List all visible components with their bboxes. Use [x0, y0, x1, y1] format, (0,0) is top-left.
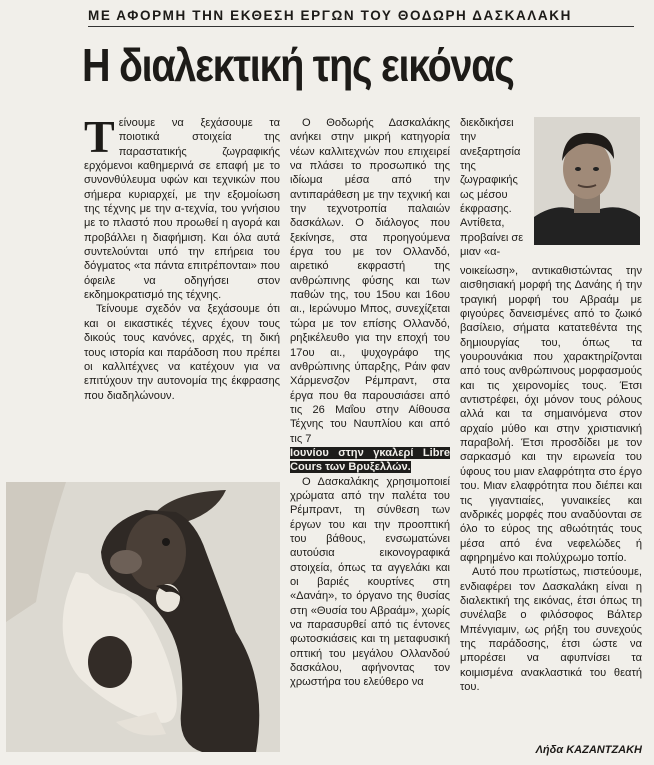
article-headline: Η διαλεκτική της εικόνας [82, 39, 514, 91]
article-kicker: ΜΕ ΑΦΟΡΜΗ ΤΗΝ ΕΚΘΕΣΗ ΕΡΓΩΝ ΤΟΥ ΘΟΔΩΡΗ ΔΑΣΚΑΛΑΚΗ [88, 6, 634, 27]
portrait-photo [534, 117, 640, 245]
article-column-3 [460, 264, 642, 693]
byline: Λήδα ΚΑΖΑΝΤΖΑΚΗ [535, 744, 642, 756]
paragraph [290, 446, 450, 475]
article-column-3-top [460, 116, 527, 264]
paragraph-text: είνουμε να ξεχάσουμε τα ποιοτικά στοιχεία της παραστατικής ζωγραφικής ερχόμενοι καθημερινά σε επαφή με το συνονθύλευμα υφών και τεχνικών που σήμερα κυριαρχεί, με την εξομοίωση της τέχνης με την α-τεχνία, του γνήσιου με το πλαστό που προωθεί η αγορά και προβάλλει η διαφήμιση. Και όλα αυτά συντελούνται υπό την επήρεια του δόγματος «τα πάντα επιτρέπονται» που όφειλε να οδηγήσει στον εκδημοκρατισμό της τέχνης. [84, 117, 280, 302]
article-column-1 [84, 111, 280, 492]
painting-image [6, 482, 280, 752]
paragraph: Ο Θοδωρής Δασκαλάκης ανήκει στην μικρή κατηγορία νέων καλλιτεχνών που επιχειρεί να πλάσει το προσωπικό της ιδίωμα μέσα από την αντιπαράθεση με την τεχνική και την τεχνοτροπία παλαιών δασκάλων. Ο διάλογος που ξεκίνησε, στα προηγούμενα έργα του με τον Ολλανδό, αιρετικό εκφραστή της ανθρώπινης φύσης και των παθών της, του 15ου και 16ου αι., Ιερώνυμο Μπος, συνεχίζεται τώρα με τον επίσης Ολλανδό, ρηξικέλευθο για την εποχή του 17ου αι., ψυχογράφο της ανθρώπινης ύπαρξης, Ράιν φαν Χάρμενσζον Ρέμπραντ, στα έργα που θα παρουσιάσει από τις 26 Μαΐου στην Αίθουσα Τέχνης του Ναυπλίου και από τις 7 [290, 117, 450, 445]
paragraph: νοικείωση», αντικαθιστώντας την αισθησιακή μορφή της Δανάης ή την τραγική μορφή του Αβραάμ με φιγούρες δανεισμένες από το ζωικό βασίλειο, σήματα κατατεθέντα της δημιουργίας του, όπως τα γουρουνάκια που χαρακτηρίζονται από τους ανθρώπινους μορφασμούς και τις χειρονομίες τους. Έτσι αντιστρέφει, όχι μόνον τους ρόλους αλλά και τα σημαινόμενα στον αρχαίο μύθο και στην χριστιανική παραβολή. Έτσι προσδίδει με τον σαρκασμό και την ειρωνεία του ύφους του μιαν ελαφρότητα στο έργο του. Μιαν ελαφρότητα που διέπει και τις γιγαντιαίες, γυναικείες και ανδρικές μορφές που αναδύονται σε όλο το εύρος της αθωότητάς τους μέσα από ένα νεφελώδες ή αφηρημένο και πολύχρωμο τοπίο. [460, 265, 642, 564]
paragraph: διεκδικήσει την ανεξαρτησία της ζωγραφικής ως μέσου έκφρασης. Αντίθετα, προβαίνει σε μιαν «α- [460, 117, 524, 259]
paragraph: Τείνουμε σχεδόν να ξεχάσουμε ότι και οι εικαστικές τέχνες έχουν τους δικούς τους κανόνες, αρχές, τη δική τους ιστορία και παράδοση που πρέπει οι καλλιτέχνες να κατέχουν για να επιτύχουν την αυτονομία της έκφρασης που διαδηλώνουν. [84, 303, 280, 402]
paragraph [84, 111, 280, 302]
article-column-2 [290, 116, 450, 746]
drop-cap: Τ [84, 111, 115, 162]
paragraph: Ο Δασκαλάκης χρησιμοποιεί χρώματα από την παλέτα του Ρέμπραντ, τη σύνθεση των έργων του και την προοπτική του βάθους, ενσωματώνει αυτούσια εικονογραφικά στοιχεία, όπως τα αγγελάκι και οι βαριές κουρτίνες στη «Δανάη», το όργανο της θυσίας στη «Θυσία του Αβραάμ», χωρίς να παρασυρθεί από τις έντονες φωτοσκιάσεις και τη μεταφυσική οπτική του μεγάλου Ολλανδού δασκάλου, αφήνοντας τον χρωστήρα του ελεύθερο να [290, 475, 450, 689]
highlighted-text: Ιουνίου στην γκαλερί Libre Cours των Βρυξελλών. [290, 446, 450, 474]
paragraph: Αυτό που πρωτίστως, πιστεύουμε, ενδιαφέρει τον Δασκαλάκη είναι η διαλεκτική της εικόνας, έτσι όπως τη συνέλαβε ο φιλόσοφος Βάλτερ Μπένγιαμιν, ως ρήξη του συνεχούς της παράδοσης, έτσι ώστε να μπορέσει να αφυπνίσει τα κοιμισμένα ανακλαστικά του θεατή του. [460, 566, 642, 693]
